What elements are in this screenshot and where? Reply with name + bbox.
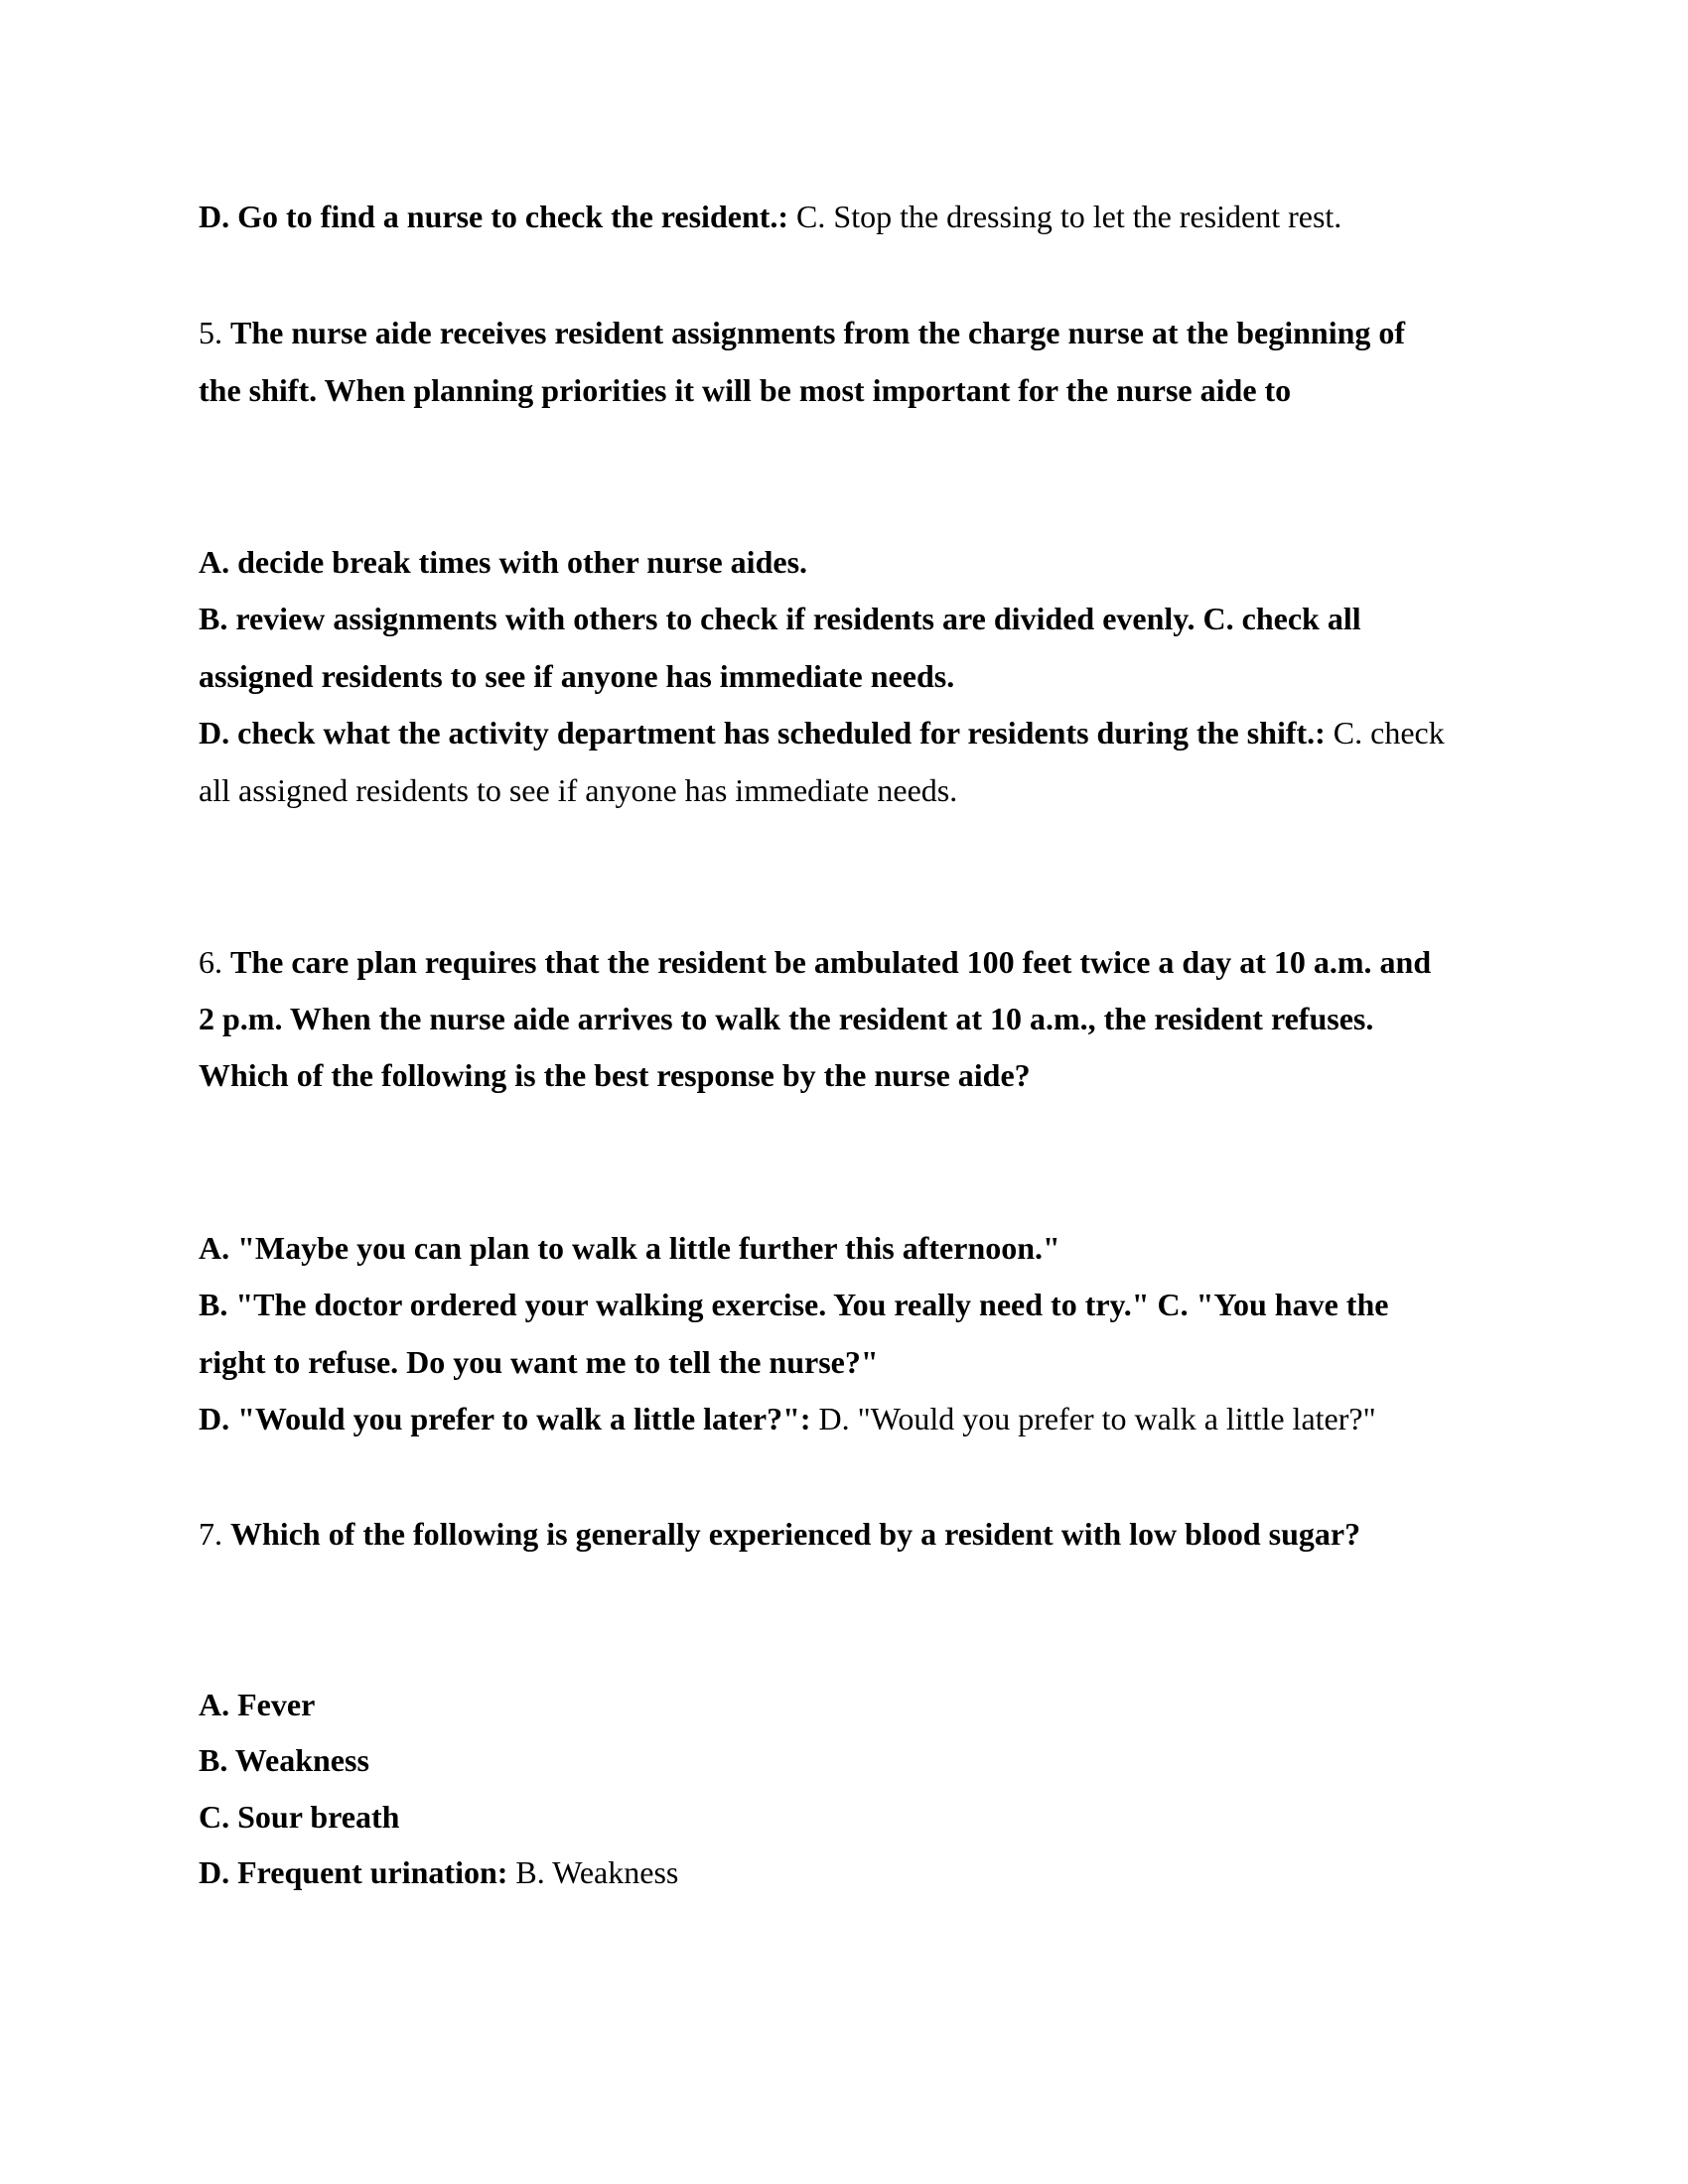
q4-option-d: D. Go to find a nurse to check the resident.: bbox=[199, 199, 789, 234]
q5-answer-2: all assigned residents to see if anyone has immediate needs. bbox=[199, 772, 958, 808]
q6-answer: D. "Would you prefer to walk a little later?" bbox=[818, 1401, 1376, 1436]
q6-number: 6. bbox=[199, 944, 222, 980]
q5-option-b: B. review assignments with others to check if residents are divided evenly. C. check all bbox=[199, 601, 1361, 636]
q5-option-c: assigned residents to see if anyone has immediate needs. bbox=[199, 658, 955, 694]
q7-question-line bbox=[199, 1514, 1489, 1554]
q7-question-text: Which of the following is generally experienced by a resident with low blood sugar? bbox=[230, 1516, 1361, 1552]
q5-answer-1: C. check bbox=[1333, 715, 1445, 751]
q7-option-b: B. Weakness bbox=[199, 1742, 369, 1778]
q6-question-text-1: The care plan requires that the resident be ambulated 100 feet twice a day at 10 a.m. and bbox=[230, 944, 1432, 980]
q6-question-line-3: Which of the following is the best response by the nurse aide? bbox=[199, 1057, 1031, 1093]
q5-question-text-1: The nurse aide receives resident assignments from the charge nurse at the beginning of bbox=[230, 315, 1406, 350]
q5-option-d: D. check what the activity department has scheduled for residents during the shift.: bbox=[199, 715, 1326, 751]
q5-number: 5. bbox=[199, 315, 222, 350]
q7-option-a: A. Fever bbox=[199, 1687, 316, 1722]
q6-option-c: right to refuse. Do you want me to tell the nurse?" bbox=[199, 1344, 879, 1380]
q6-option-b: B. "The doctor ordered your walking exercise. You really need to try." C. "You have the bbox=[199, 1287, 1389, 1322]
q6-option-a: A. "Maybe you can plan to walk a little further this afternoon." bbox=[199, 1230, 1060, 1266]
q7-number: 7. bbox=[199, 1516, 222, 1552]
q7-option-d-line bbox=[199, 1852, 1489, 1892]
q5-option-d-line bbox=[199, 713, 1489, 752]
q5-question-line-2: the shift. When planning priorities it will be most important for the nurse aide to bbox=[199, 372, 1292, 408]
q7-option-d: D. Frequent urination: bbox=[199, 1854, 508, 1890]
q7-option-c: C. Sour breath bbox=[199, 1799, 400, 1835]
q5-option-a: A. decide break times with other nurse aides. bbox=[199, 544, 808, 580]
q7-answer: B. Weakness bbox=[515, 1854, 679, 1890]
q6-option-d-line bbox=[199, 1399, 1489, 1438]
q6-question-line-1 bbox=[199, 942, 1489, 982]
q4-option-d-line bbox=[199, 197, 1489, 236]
q4-answer: C. Stop the dressing to let the resident rest. bbox=[796, 199, 1342, 234]
q6-option-d: D. "Would you prefer to walk a little later?": bbox=[199, 1401, 811, 1436]
q5-question-line-1 bbox=[199, 313, 1489, 352]
q6-question-line-2: 2 p.m. When the nurse aide arrives to walk the resident at 10 a.m., the resident refuses. bbox=[199, 1001, 1374, 1036]
